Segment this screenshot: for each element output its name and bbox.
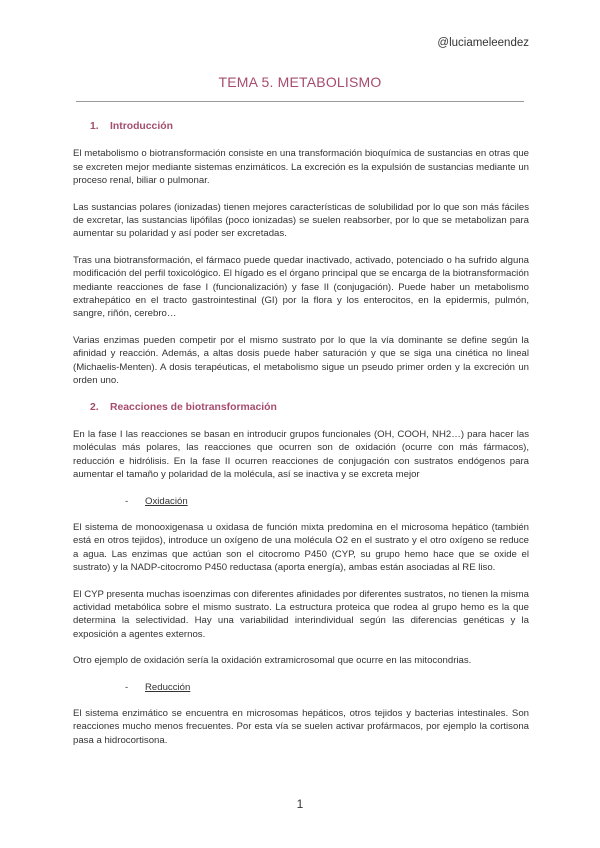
document-body [73, 120, 529, 760]
bullet-dash: - [125, 681, 129, 693]
subsection-heading-oxidacion [125, 495, 529, 508]
bullet-dash: - [125, 495, 129, 507]
section-heading-introduccion [90, 120, 529, 133]
paragraph: Las sustancias polares (ionizadas) tienen mejores características de solubilidad por lo que son más fáciles de excretar, las sustancias lipófilas (poco ionizadas) se suelen reabsorber, por lo que se metabolizan para aumentar su polaridad y así poder ser excretadas. [73, 201, 529, 240]
section-number: 2. [90, 401, 99, 413]
paragraph: Varias enzimas pueden competir por el mismo sustrato por lo que la vía dominante se define según la afinidad y reacción. Además, a altas dosis puede haber saturación y que se siga una cinética no lineal (Michaelis-Menten). A dosis terapéuticas, el metabolismo sigue un pseudo primer orden y la excreción un orden uno. [73, 334, 529, 387]
section-title: Reacciones de biotransformación [110, 401, 277, 413]
paragraph: El sistema enzimático se encuentra en microsomas hepáticos, otros tejidos y bacterias intestinales. Son reacciones mucho menos frecuentes. Por esta vía se suelen activar profármacos, por ejemplo la cortisona pasa a hidrocortisona. [73, 708, 529, 746]
paragraph: El sistema de monooxigenasa u oxidasa de función mixta predomina en el microsoma hepático (también está en otros tejidos), introduce un oxígeno de una molécula O2 en el sustrato y el otro oxígeno se reduce a agua. Las enzimas que actúan son el citocromo P450 (CYP, su grupo hemo hace que se oxide el sustrato) y la NADP-citocromo P450 reductasa (aporta energía), ambas están asociadas al RE liso. [73, 521, 529, 574]
subsection-title: Oxidación [145, 495, 188, 507]
title-divider [76, 101, 524, 102]
paragraph: Tras una biotransformación, el fármaco puede quedar inactivado, activado, potenciado o ha sufrido alguna modificación del perfil toxicológico. El hígado es el órgano principal que se encarga de la biotransformación mediante reacciones de fase I (funcionalización) y fase II (conjugación). Puede haber un metabolismo extrahepático en el tracto gastrointestinal (GI) por la flora y los enterocitos, en la epidermis, pulmón, sangre, riñón, cerebro… [73, 254, 529, 320]
page-number: 1 [296, 797, 304, 811]
paragraph: El CYP presenta muchas isoenzimas con diferentes afinidades por diferentes sustratos, no tienen la misma actividad metabólica sobre el mismo sustrato. La estructura proteica que rodea al grupo hemo es la que determina la selectividad. Hay una variabilidad interindividual según las diferencias genéticas y la exposición a agentes externos. [73, 588, 529, 640]
paragraph: El metabolismo o biotransformación consiste en una transformación bioquímica de sustancias en otras que se excreten mejor mediante sistemas enzimáticos. La excreción es la expulsión de sustancias mediante un proceso renal, biliar o pulmonar. [73, 148, 529, 187]
section-title: Introducción [110, 121, 173, 132]
subsection-title: Reducción [145, 681, 191, 693]
section-number: 1. [90, 121, 99, 132]
paragraph: Otro ejemplo de oxidación sería la oxidación extramicrosomal que ocurre en las mitocondrias. [73, 655, 472, 667]
page-title: TEMA 5. METABOLISMO [218, 74, 382, 90]
section-heading-reacciones [90, 401, 529, 414]
paragraph: En la fase I las reacciones se basan en introducir grupos funcionales (OH, COOH, NH2…) para hacer las moléculas más polares, las reacciones que ocurren son de oxidación (ocurre con más fármacos), reducción e hidrólisis. En la fase II ocurren reacciones de conjugación con sustratos endógenos para aumentar el tamaño y polaridad de la molécula, así se inactiva y se excreta mejor [73, 428, 529, 481]
author-handle: @luciameleendez [437, 37, 529, 49]
subsection-heading-reduccion [125, 681, 529, 694]
